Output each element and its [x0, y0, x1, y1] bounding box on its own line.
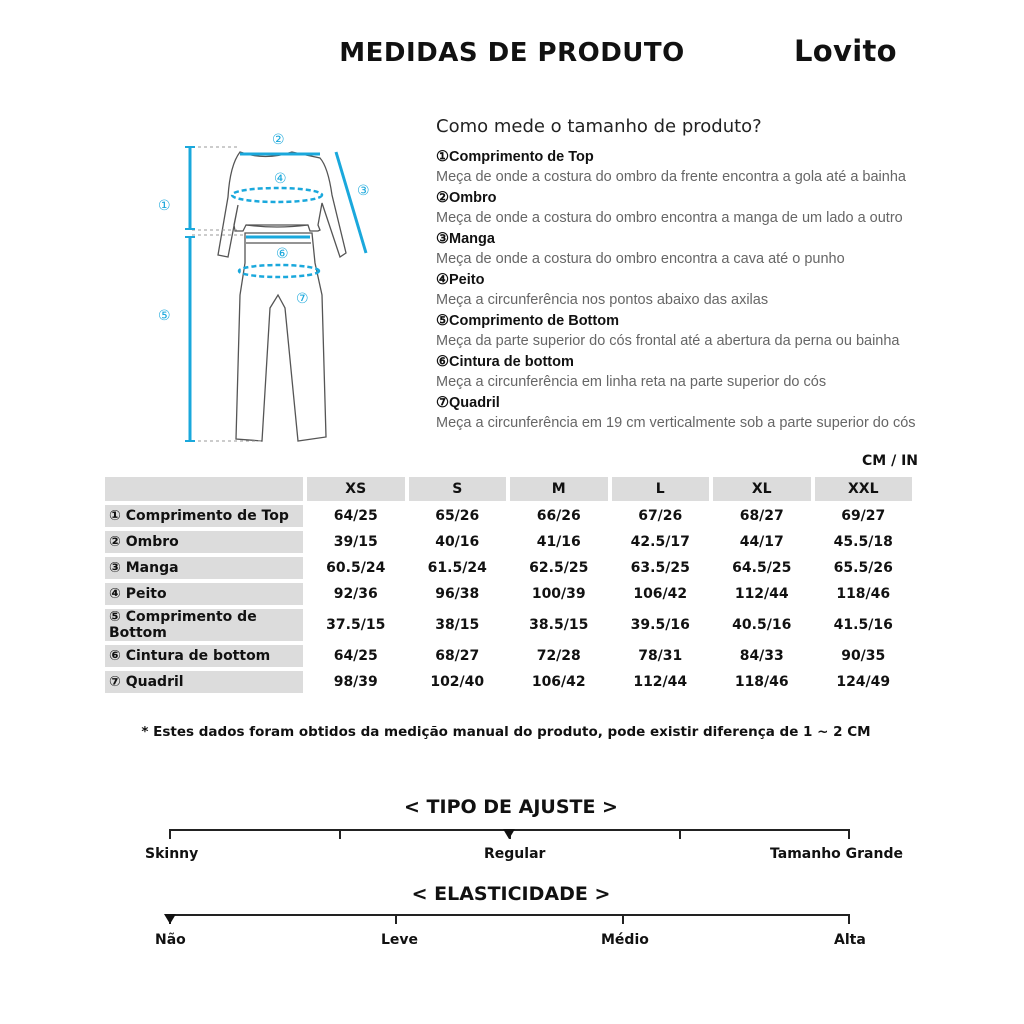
fit-label-large: Tamanho Grande: [770, 846, 903, 862]
row-label: ⑦ Quadril: [105, 671, 303, 693]
fit-tick: [679, 829, 681, 839]
table-cell: 112/44: [713, 583, 811, 605]
marker-shoulder: ②: [272, 132, 285, 148]
measure-name: ⑤Comprimento de Bottom: [436, 313, 619, 329]
measure-item-bottom-length: [436, 311, 996, 352]
size-header-s: S: [409, 477, 507, 501]
measure-name: ⑦Quadril: [436, 395, 500, 411]
how-to-measure-title: Como mede o tamanho de produto?: [436, 116, 762, 137]
table-cell: 66/26: [510, 505, 608, 527]
table-cell: 63.5/25: [612, 557, 710, 579]
elasticity-label-medium: Médio: [601, 932, 649, 948]
table-cell: 96/38: [409, 583, 507, 605]
fit-tick: [339, 829, 341, 839]
size-header-m: M: [510, 477, 608, 501]
elasticity-tick: [622, 914, 624, 924]
size-header-xl: XL: [713, 477, 811, 501]
table-cell: 38.5/15: [510, 609, 608, 641]
table-cell: 60.5/24: [307, 557, 405, 579]
size-table: [101, 473, 916, 697]
table-cell: 45.5/18: [815, 531, 913, 553]
table-cell: 118/46: [713, 671, 811, 693]
table-cell: 61.5/24: [409, 557, 507, 579]
table-cell: 92/36: [307, 583, 405, 605]
row-label: ③ Manga: [105, 557, 303, 579]
how-to-measure: [436, 116, 996, 434]
size-header-xxl: XXL: [815, 477, 913, 501]
row-label: ① Comprimento de Top: [105, 505, 303, 527]
measure-desc: Meça a circunferência em linha reta na parte superior do cós: [436, 374, 827, 390]
marker-bottom-length: ⑤: [158, 308, 171, 324]
measure-name: ②Ombro: [436, 190, 497, 206]
unit-label: CM / IN: [862, 453, 918, 469]
elasticity-title: < ELASTICIDADE >: [411, 883, 611, 905]
fit-selected-marker-icon: [503, 829, 515, 839]
size-header-xs: XS: [307, 477, 405, 501]
table-cell: 37.5/15: [307, 609, 405, 641]
table-cell: 124/49: [815, 671, 913, 693]
table-cell: 102/40: [409, 671, 507, 693]
elasticity-scale-line: [169, 914, 850, 916]
table-cell: 72/28: [510, 645, 608, 667]
table-cell: 68/27: [713, 505, 811, 527]
size-header-l: L: [612, 477, 710, 501]
measure-desc: Meça a circunferência nos pontos abaixo das axilas: [436, 292, 769, 308]
elasticity-tick: [848, 914, 850, 924]
table-cell: 90/35: [815, 645, 913, 667]
table-cell: 40.5/16: [713, 609, 811, 641]
table-cell: 100/39: [510, 583, 608, 605]
fit-tick: [169, 829, 171, 839]
measure-desc: Meça de onde a costura do ombro encontra a manga de um lado a outro: [436, 210, 903, 226]
table-cell: 41/16: [510, 531, 608, 553]
table-cell: 65.5/26: [815, 557, 913, 579]
measurement-lines: [185, 147, 366, 441]
row-label: ⑤ Comprimento de Bottom: [105, 609, 303, 641]
table-cell: 40/16: [409, 531, 507, 553]
table-cell: 64/25: [307, 645, 405, 667]
table-cell: 68/27: [409, 645, 507, 667]
row-label: ⑥ Cintura de bottom: [105, 645, 303, 667]
measure-desc: Meça de onde a costura do ombro encontra a cava até o punho: [436, 251, 845, 267]
marker-chest: ④: [274, 171, 287, 187]
table-row: [105, 531, 912, 553]
table-cell: 64/25: [307, 505, 405, 527]
table-corner: [105, 477, 303, 501]
measure-item-waist: [436, 352, 996, 393]
table-cell: 65/26: [409, 505, 507, 527]
measure-name: ③Manga: [436, 231, 495, 247]
elasticity-tick: [395, 914, 397, 924]
table-cell: 112/44: [612, 671, 710, 693]
elasticity-label-light: Leve: [381, 932, 419, 948]
measure-desc: Meça a circunferência em 19 cm verticalmente sob a parte superior do cós: [436, 415, 916, 431]
size-header-row: [105, 477, 912, 501]
elasticity-label-high: Alta: [834, 932, 866, 948]
fit-tick: [848, 829, 850, 839]
brand-logo: Lovito: [794, 34, 897, 68]
measurement-note: * Estes dados foram obtidos da medição manual do produto, pode existir diferença de 1 ~ 2 CM: [141, 724, 871, 740]
fit-label-skinny: Skinny: [145, 846, 199, 862]
table-row: [105, 583, 912, 605]
measure-item-hip: [436, 393, 996, 434]
table-cell: 42.5/17: [612, 531, 710, 553]
table-row: [105, 557, 912, 579]
measure-item-sleeve: [436, 229, 996, 270]
elasticity-selected-marker-icon: [164, 914, 176, 924]
measure-desc: Meça da parte superior do cós frontal até a abertura da perna ou bainha: [436, 333, 900, 349]
table-row: [105, 609, 912, 641]
garment-figure: [150, 125, 390, 455]
measure-item-shoulder: [436, 188, 996, 229]
table-cell: 69/27: [815, 505, 913, 527]
table-row: [105, 645, 912, 667]
table-cell: 106/42: [510, 671, 608, 693]
table-cell: 62.5/25: [510, 557, 608, 579]
table-cell: 38/15: [409, 609, 507, 641]
fit-type-title: < TIPO DE AJUSTE >: [404, 796, 618, 818]
table-cell: 98/39: [307, 671, 405, 693]
table-cell: 39.5/16: [612, 609, 710, 641]
table-cell: 118/46: [815, 583, 913, 605]
table-cell: 44/17: [713, 531, 811, 553]
table-cell: 67/26: [612, 505, 710, 527]
row-label: ② Ombro: [105, 531, 303, 553]
measure-item-top-length: [436, 147, 996, 188]
marker-waist: ⑥: [276, 246, 289, 262]
table-row: [105, 671, 912, 693]
fit-label-regular: Regular: [484, 846, 546, 862]
marker-sleeve: ③: [357, 183, 370, 199]
page-title: MEDIDAS DE PRODUTO: [339, 38, 685, 68]
table-cell: 106/42: [612, 583, 710, 605]
garment-outline: [218, 152, 346, 441]
marker-top-length: ①: [158, 198, 171, 214]
measure-name: ⑥Cintura de bottom: [436, 354, 574, 370]
table-cell: 84/33: [713, 645, 811, 667]
measure-item-chest: [436, 270, 996, 311]
table-row: [105, 505, 912, 527]
measure-desc: Meça de onde a costura do ombro da frente encontra a gola até a bainha: [436, 169, 906, 185]
table-cell: 78/31: [612, 645, 710, 667]
measure-name: ①Comprimento de Top: [436, 149, 594, 165]
elasticity-label-none: Não: [155, 932, 186, 948]
table-cell: 39/15: [307, 531, 405, 553]
table-cell: 64.5/25: [713, 557, 811, 579]
measure-name: ④Peito: [436, 272, 485, 288]
marker-hip: ⑦: [296, 291, 309, 307]
table-cell: 41.5/16: [815, 609, 913, 641]
row-label: ④ Peito: [105, 583, 303, 605]
